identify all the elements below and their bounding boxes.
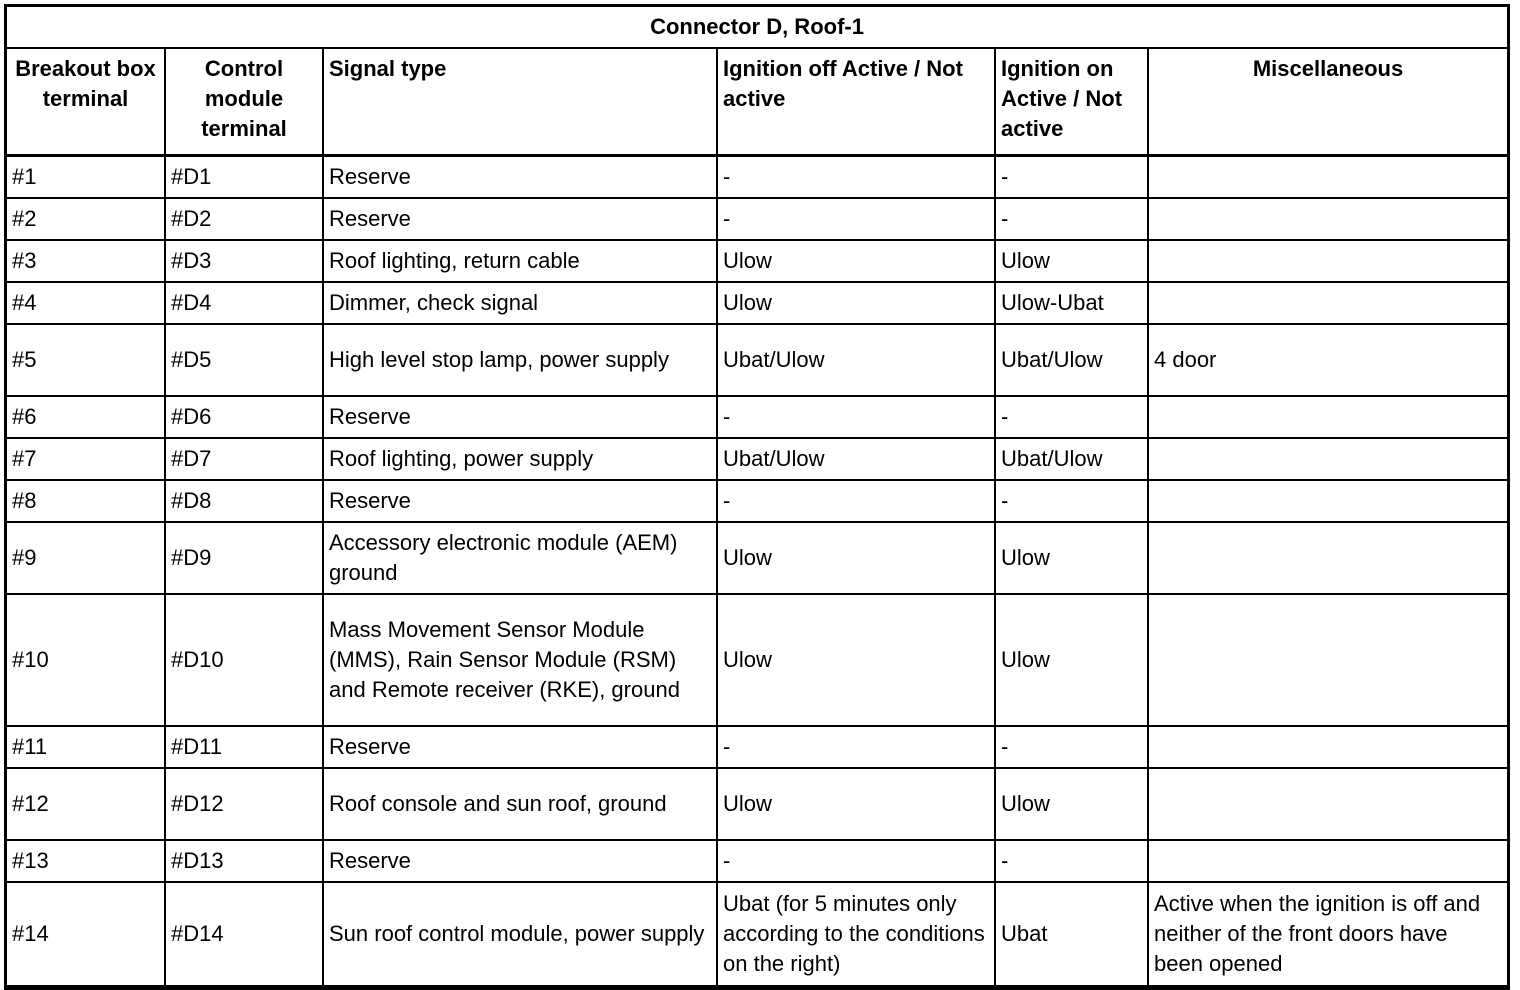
cell-breakout: #14 — [6, 882, 165, 986]
cell-misc — [1148, 522, 1508, 594]
table-row — [6, 240, 1508, 282]
cell-signal: Roof console and sun roof, ground — [323, 768, 717, 840]
cell-misc — [1148, 282, 1508, 324]
cell-control: #D8 — [165, 480, 323, 522]
table-row — [6, 198, 1508, 240]
table-row — [6, 726, 1508, 768]
header-row — [6, 48, 1508, 156]
cell-breakout: #11 — [6, 726, 165, 768]
cell-ignition-off: Ulow — [717, 240, 995, 282]
cell-control: #D1 — [165, 156, 323, 198]
table-row — [6, 438, 1508, 480]
cell-ignition-off: - — [717, 396, 995, 438]
cell-misc: Active when the ignition is off and neither of the front doors have been opened — [1148, 882, 1508, 986]
cell-signal: Mass Movement Sensor Module (MMS), Rain Sensor Module (RSM) and Remote receiver (RKE), ground — [323, 594, 717, 726]
cell-ignition-off: Ulow — [717, 768, 995, 840]
cell-breakout: #1 — [6, 156, 165, 198]
connector-table — [5, 5, 1509, 987]
cell-signal: Reserve — [323, 840, 717, 882]
cell-misc — [1148, 594, 1508, 726]
cell-breakout: #4 — [6, 282, 165, 324]
cell-ignition-on: - — [995, 396, 1148, 438]
cell-misc — [1148, 156, 1508, 198]
cell-control: #D14 — [165, 882, 323, 986]
cell-ignition-on: Ulow — [995, 768, 1148, 840]
cell-ignition-off: - — [717, 840, 995, 882]
cell-ignition-on: Ulow — [995, 522, 1148, 594]
cell-control: #D4 — [165, 282, 323, 324]
cell-control: #D10 — [165, 594, 323, 726]
cell-misc — [1148, 240, 1508, 282]
table-row — [6, 480, 1508, 522]
table-row — [6, 768, 1508, 840]
cell-ignition-off: - — [717, 726, 995, 768]
cell-control: #D9 — [165, 522, 323, 594]
cell-misc — [1148, 840, 1508, 882]
cell-control: #D3 — [165, 240, 323, 282]
cell-misc: 4 door — [1148, 324, 1508, 396]
cell-ignition-off: Ulow — [717, 282, 995, 324]
cell-breakout: #5 — [6, 324, 165, 396]
cell-breakout: #8 — [6, 480, 165, 522]
cell-ignition-on: - — [995, 840, 1148, 882]
header-misc: Miscellaneous — [1148, 48, 1508, 156]
cell-breakout: #13 — [6, 840, 165, 882]
header-breakout: Breakout box terminal — [6, 48, 165, 156]
cell-ignition-on: - — [995, 198, 1148, 240]
cell-misc — [1148, 768, 1508, 840]
table-row — [6, 522, 1508, 594]
table-body — [6, 156, 1508, 986]
cell-signal: Reserve — [323, 726, 717, 768]
cell-misc — [1148, 198, 1508, 240]
cell-ignition-on: Ubat/Ulow — [995, 438, 1148, 480]
cell-ignition-on: Ulow — [995, 594, 1148, 726]
cell-signal: Reserve — [323, 396, 717, 438]
cell-control: #D13 — [165, 840, 323, 882]
cell-breakout: #7 — [6, 438, 165, 480]
table-row — [6, 156, 1508, 198]
cell-ignition-off: Ulow — [717, 594, 995, 726]
cell-signal: Accessory electronic module (AEM) ground — [323, 522, 717, 594]
cell-control: #D7 — [165, 438, 323, 480]
header-signal: Signal type — [323, 48, 717, 156]
cell-control: #D11 — [165, 726, 323, 768]
cell-breakout: #12 — [6, 768, 165, 840]
table-row — [6, 396, 1508, 438]
cell-control: #D5 — [165, 324, 323, 396]
cell-breakout: #9 — [6, 522, 165, 594]
cell-signal: Roof lighting, power supply — [323, 438, 717, 480]
cell-misc — [1148, 396, 1508, 438]
cell-ignition-on: Ulow-Ubat — [995, 282, 1148, 324]
table-row — [6, 882, 1508, 986]
header-ignition-off: Ignition off Active / Not active — [717, 48, 995, 156]
cell-ignition-off: Ulow — [717, 522, 995, 594]
cell-ignition-on: - — [995, 480, 1148, 522]
cell-breakout: #2 — [6, 198, 165, 240]
cell-misc — [1148, 438, 1508, 480]
cell-signal: Sun roof control module, power supply — [323, 882, 717, 986]
cell-misc — [1148, 480, 1508, 522]
cell-ignition-off: - — [717, 198, 995, 240]
cell-ignition-off: - — [717, 480, 995, 522]
cell-control: #D6 — [165, 396, 323, 438]
cell-signal: Dimmer, check signal — [323, 282, 717, 324]
cell-ignition-on: Ubat/Ulow — [995, 324, 1148, 396]
cell-breakout: #10 — [6, 594, 165, 726]
cell-ignition-on: - — [995, 726, 1148, 768]
table-row — [6, 594, 1508, 726]
cell-misc — [1148, 726, 1508, 768]
cell-control: #D12 — [165, 768, 323, 840]
cell-ignition-on: Ubat — [995, 882, 1148, 986]
cell-signal: Reserve — [323, 480, 717, 522]
cell-signal: Reserve — [323, 198, 717, 240]
table-row — [6, 324, 1508, 396]
table-row — [6, 282, 1508, 324]
header-control: Control module terminal — [165, 48, 323, 156]
cell-ignition-off: Ubat (for 5 minutes only according to the conditions on the right) — [717, 882, 995, 986]
cell-ignition-off: Ubat/Ulow — [717, 438, 995, 480]
table-title: Connector D, Roof-1 — [6, 6, 1508, 48]
cell-breakout: #6 — [6, 396, 165, 438]
cell-signal: Roof lighting, return cable — [323, 240, 717, 282]
cell-breakout: #3 — [6, 240, 165, 282]
cell-ignition-on: - — [995, 156, 1148, 198]
cell-control: #D2 — [165, 198, 323, 240]
header-ignition-on: Ignition on Active / Not active — [995, 48, 1148, 156]
table-row — [6, 840, 1508, 882]
cell-signal: Reserve — [323, 156, 717, 198]
cell-ignition-on: Ulow — [995, 240, 1148, 282]
title-row — [6, 6, 1508, 48]
cell-signal: High level stop lamp, power supply — [323, 324, 717, 396]
cell-ignition-off: Ubat/Ulow — [717, 324, 995, 396]
cell-ignition-off: - — [717, 156, 995, 198]
